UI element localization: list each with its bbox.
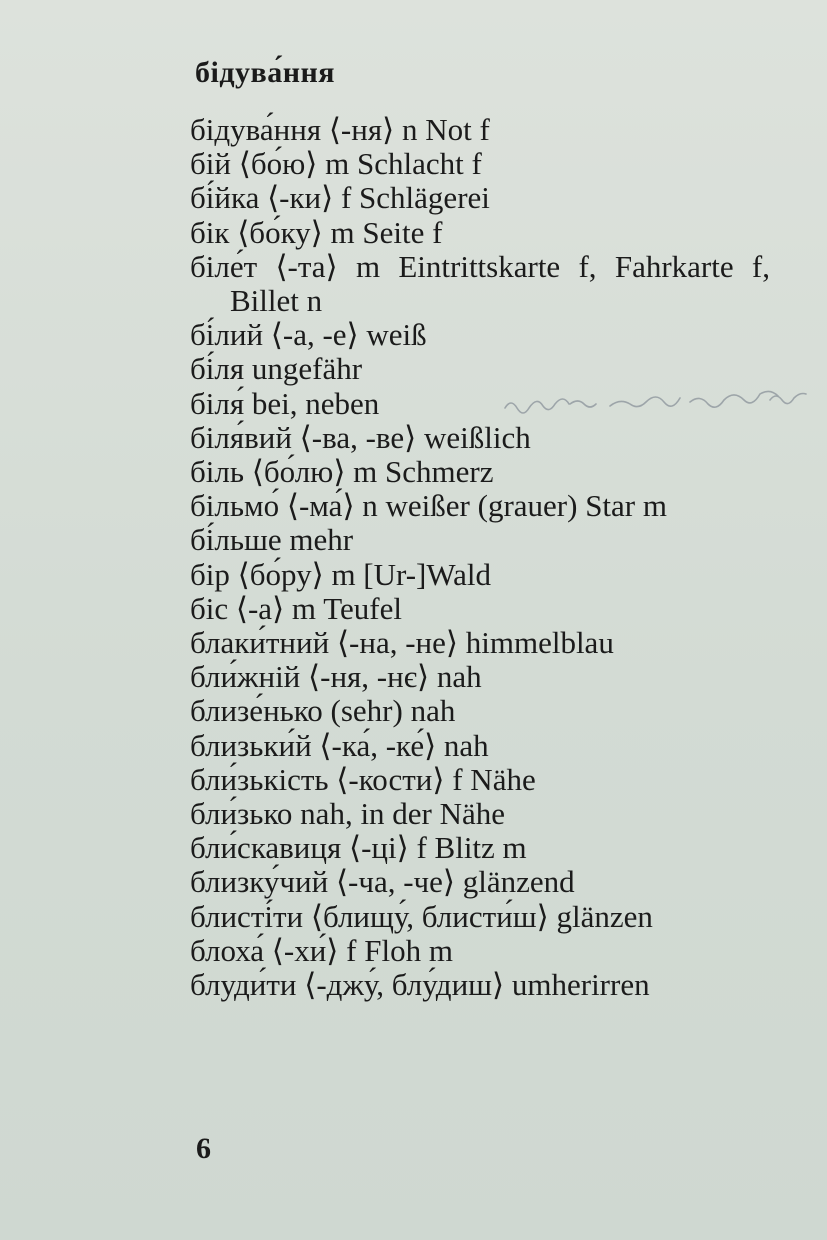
dictionary-entry: біле́т ⟨-та⟩ m Eintrittskarte f, Fahrkarte f, Billet n xyxy=(190,248,770,319)
dictionary-entry: бли́зько nah, in der Nähe xyxy=(190,796,506,832)
dictionary-entry: бі́ля ungefähr xyxy=(190,351,363,387)
dictionary-entry: біс ⟨-а⟩ m Teufel xyxy=(190,590,402,626)
dictionary-entry: бій ⟨бо́ю⟩ m Schlacht f xyxy=(190,146,482,182)
dictionary-entry: блоха́ ⟨-хи́⟩ f Floh m xyxy=(190,932,453,968)
dictionary-entry: блаки́тний ⟨-на, -не⟩ himmelblau xyxy=(190,625,614,661)
entry-list xyxy=(190,113,770,1002)
dictionary-entry: бі́льше mehr xyxy=(190,522,354,558)
dictionary-entry: бік ⟨бо́ку⟩ m Seite f xyxy=(190,214,443,250)
dictionary-entry: бі́лий ⟨-а, -е⟩ weiß xyxy=(190,317,427,353)
dictionary-entry: бли́зькість ⟨-кости⟩ f Nähe xyxy=(190,761,536,797)
dictionary-entry: бір ⟨бо́ру⟩ m [Ur-]Wald xyxy=(190,556,492,592)
dictionary-entry: бли́жній ⟨-ня, -нє⟩ nah xyxy=(190,659,482,695)
dictionary-entry: бі́йка ⟨-ки⟩ f Schlägerei xyxy=(190,180,490,216)
dictionary-entry: блуди́ти ⟨-джу́, блу́диш⟩ umherirren xyxy=(190,967,650,1003)
dictionary-entry: більмо́ ⟨-ма́⟩ n weißer (grauer) Star m xyxy=(190,488,667,524)
dictionary-entry: біля́ bei, neben xyxy=(190,385,380,421)
dictionary-entry: бідува́ння ⟨-ня⟩ n Not f xyxy=(190,112,490,147)
dictionary-entry: бли́скавиця ⟨-ці⟩ f Blitz m xyxy=(190,830,527,866)
dictionary-entry: близе́нько (sehr) nah xyxy=(190,693,456,729)
dictionary-entry: біля́вий ⟨-ва, -ве⟩ weißlich xyxy=(190,419,531,455)
dictionary-entry: близьки́й ⟨-ка́, -ке́⟩ nah xyxy=(190,727,489,763)
dictionary-entry: близку́чий ⟨-ча, -че⟩ glänzend xyxy=(190,864,575,900)
dictionary-entry: біль ⟨бо́лю⟩ m Schmerz xyxy=(190,454,494,490)
page-number: 6 xyxy=(196,1132,211,1165)
running-head: бідува́ння xyxy=(195,56,336,89)
dictionary-entry: блисті́ти ⟨блищу́, блисти́ш⟩ glänzen xyxy=(190,898,653,934)
